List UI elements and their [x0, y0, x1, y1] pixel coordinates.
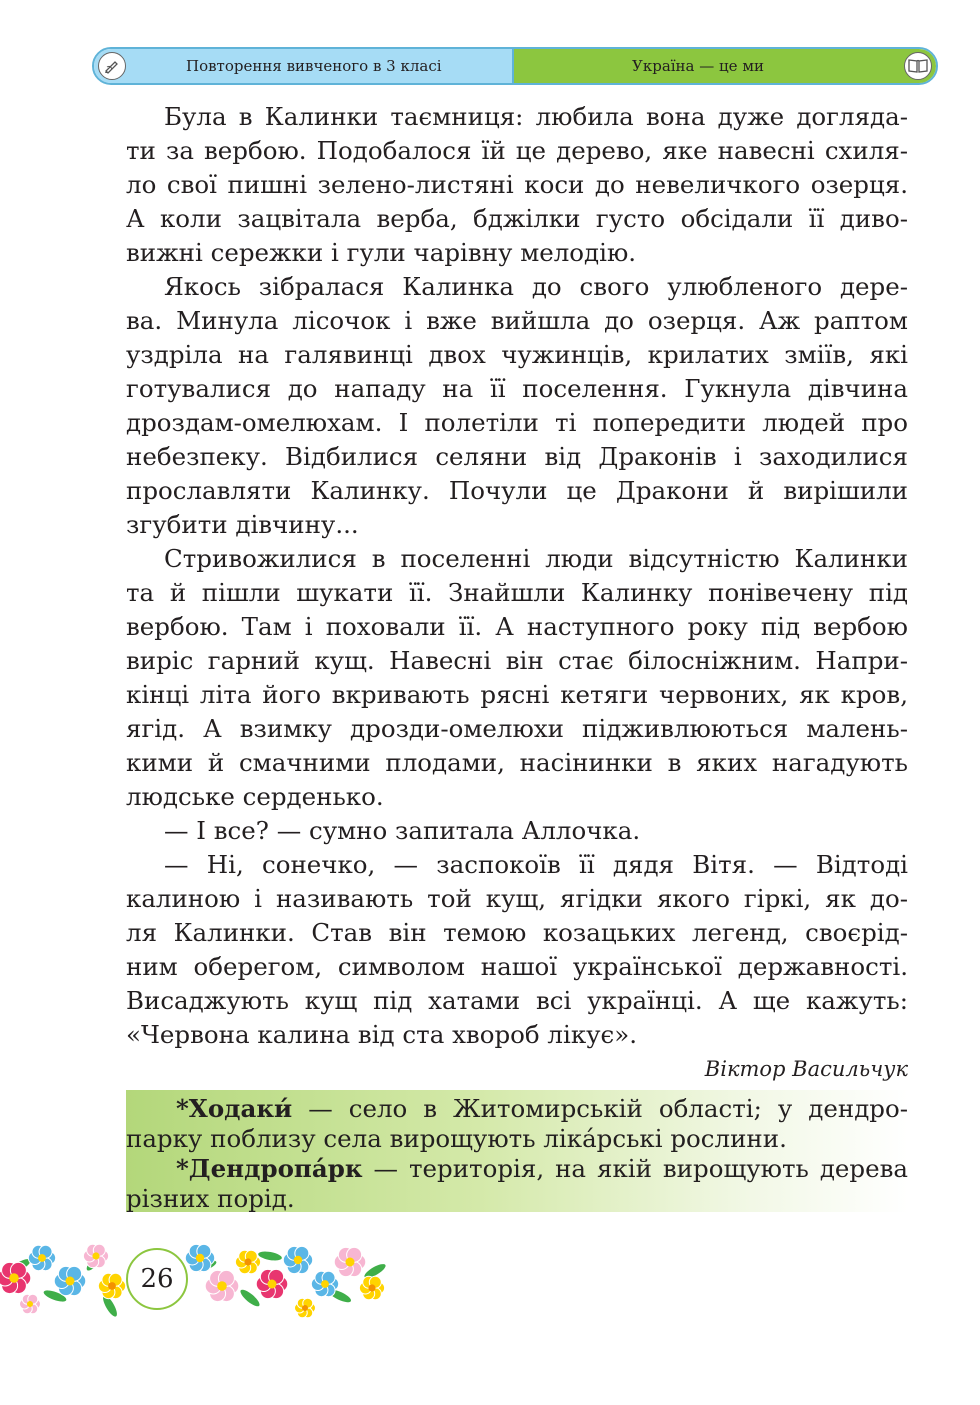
story-paragraph [126, 100, 908, 270]
flower-icon [98, 1273, 125, 1298]
text-line: ля Калинки. Став він темою козацьких легенд, своєрід- [126, 918, 908, 947]
text-line: Висаджують кущ під хатами всі українці. А ще кажуть: [126, 986, 908, 1015]
leaf-icon [257, 1250, 282, 1262]
text-line: Якось зібралася Калинка до свого улюбленого дере- [164, 272, 908, 301]
flower-icon [54, 1266, 86, 1295]
text-line: ягід. А взимку дрозди-омелюхи підживлюються малень- [126, 714, 908, 743]
text-line: готувалися до нападу на її поселення. Гукнула дівчина [126, 374, 908, 403]
text-line: калиною і називають той кущ, ягідки якого гіркі, як до- [126, 884, 908, 913]
header-section-left [94, 49, 514, 83]
footnote-line: парку поблизу села вирощують ліка́рські рослини. [126, 1124, 787, 1153]
flower-icon [20, 1294, 41, 1314]
flower-icon [185, 1244, 214, 1271]
author-signature: Віктор Васильчук [704, 1057, 908, 1081]
flower-garland-icon [0, 1236, 390, 1326]
leaf-icon [238, 1287, 262, 1309]
text-line: прославляти Калинку. Почули це Дракони й вирішили [126, 476, 908, 505]
pen-icon [98, 52, 126, 80]
text-line: ти за вербою. Подобалося їй це дерево, яке навесні схиля- [126, 136, 908, 165]
text-line: дроздам-омелюхам. І полетіли ті попередити людей про [126, 408, 908, 437]
flower-icon [311, 1271, 338, 1296]
page-number: 26 [126, 1248, 188, 1310]
flower-icon [256, 1269, 288, 1298]
footnote-line [126, 1154, 908, 1184]
story-paragraph [126, 542, 908, 814]
flower-icon [334, 1247, 366, 1276]
text-line: кими й смачними плодами, насінинки в яких нагадують [126, 748, 908, 777]
flower-icon [28, 1245, 55, 1270]
flower-icon [235, 1250, 260, 1273]
footnote-definition: — територія, на якій вирощують дерева [362, 1154, 908, 1183]
flower-icon [283, 1246, 312, 1273]
text-line: ва. Минула лісочок і вже вийшла до озерця. Аж раптом [126, 306, 908, 335]
footnote [126, 1154, 908, 1214]
flower-icon [205, 1270, 239, 1301]
text-line: Була в Калинки таємниця: любила вона дуже догляда- [164, 102, 908, 131]
text-line: Стривожилися в поселенні люди відсутністю Калинки [164, 544, 908, 573]
footnote-term: *Ходаки́ [176, 1094, 293, 1123]
text-line: ло свої пишні зелено-листяні коси до невеличкого озерця. [126, 170, 908, 199]
footnote-definition: — село в Житомирській області; у дендро- [292, 1094, 908, 1123]
text-line: небезпеку. Відбилися селяни від Драконів і заходилися [126, 442, 908, 471]
story-text [126, 100, 908, 1086]
text-line: — Ні, сонечко, — заспокоїв її дядя Вітя. — Відтоді [164, 850, 908, 879]
header-section-right [514, 49, 936, 83]
footnote [126, 1094, 908, 1154]
text-line: уздріла на галявинці двох чужинців, крилатих зміїв, які [126, 340, 908, 369]
footnote-line: різних порід. [126, 1184, 295, 1213]
page-header [92, 47, 938, 85]
flower-icon [83, 1244, 108, 1267]
footnote-term: *Дендропа́рк [176, 1154, 363, 1183]
text-line: — І все? — сумно запитала Аллочка. [164, 816, 641, 845]
story-paragraph [126, 270, 908, 542]
flower-icon [0, 1262, 31, 1293]
text-line: вижні сережки і гули чарівну мелодію. [126, 238, 637, 267]
text-line: згубити дівчину... [126, 510, 359, 539]
text-line: людське серденько. [126, 782, 384, 811]
text-line: виріс гарний кущ. Навесні він стає білосніжним. Напри- [126, 646, 908, 675]
text-line: кінці літа його вкривають рясні кетяги червоних, як кров, [126, 680, 908, 709]
book-icon [904, 52, 932, 80]
text-line: вербою. Там і поховали її. А наступного року під вербою [126, 612, 908, 641]
text-line: «Червона калина від ста хвороб лікує». [126, 1020, 638, 1049]
text-line: та й пішли шукати її. Знайшли Калинку понівечену під [126, 578, 908, 607]
flower-icon [359, 1276, 384, 1299]
footnote-box [126, 1090, 908, 1212]
story-paragraph [126, 814, 908, 848]
story-paragraph [126, 848, 908, 1052]
header-left-title: Повторення вивченого в 3 класі [186, 57, 442, 75]
flower-icon [295, 1298, 316, 1318]
text-line: ним оберегом, символом нашої української державності. [126, 952, 908, 981]
header-right-title: Україна — це ми [632, 57, 764, 75]
text-line: А коли зацвітала верба, бджілки густо обсідали її диво- [126, 204, 908, 233]
footnote-line [126, 1094, 908, 1124]
